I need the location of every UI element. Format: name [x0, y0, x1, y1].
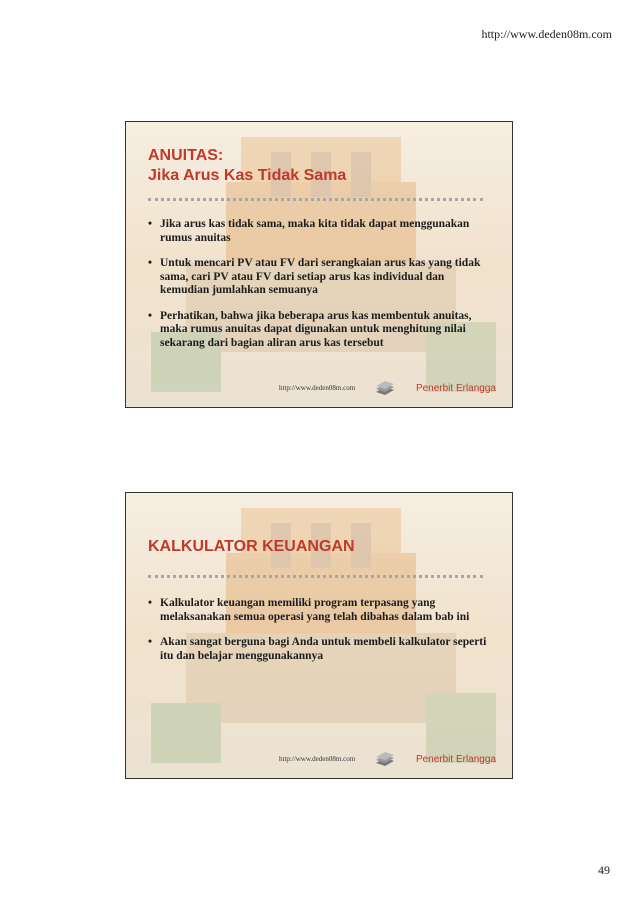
- footer-url: http://www.deden08m.com: [279, 384, 356, 392]
- bullet-text: Perhatikan, bahwa jika beberapa arus kas membentuk anuitas, maka rumus anuitas dapat digunakan untuk menghitung nilai sekarang dari bagian aliran arus kas tersebut: [160, 309, 472, 349]
- bullet-list: [148, 218, 488, 362]
- page-number: 49: [598, 863, 610, 877]
- list-item: [148, 257, 488, 298]
- bullet-text: Kalkulator keuangan memiliki program terpasang yang melaksanakan semua operasi yang telah dibahas dalam bab ini: [160, 597, 470, 623]
- slide-anuitas: [125, 121, 513, 408]
- books-icon: [374, 752, 396, 768]
- list-item: [148, 636, 488, 663]
- publisher-name: Penerbit Erlangga: [415, 383, 496, 394]
- bullet-dot: •: [148, 597, 153, 609]
- bullet-dot: •: [148, 218, 153, 230]
- slide-title-line-1: ANUITAS:: [148, 147, 224, 164]
- slide-title: [148, 537, 355, 557]
- header-url: http://www.deden08m.com: [481, 27, 612, 41]
- slide-footer: [126, 752, 512, 768]
- list-item: [148, 218, 488, 245]
- list-item: [148, 310, 488, 351]
- publisher-name: Penerbit Erlangga: [415, 754, 496, 765]
- slide-title: [148, 146, 346, 186]
- bullet-text: Untuk mencari PV atau FV dari serangkaian arus kas yang tidak sama, cari PV atau FV dari setiap arus kas individual dan kemudian jumlahkan semuanya: [160, 257, 481, 296]
- bullet-dot: •: [148, 309, 153, 322]
- slide-title-line-2: Jika Arus Kas Tidak Sama: [148, 167, 347, 184]
- bullet-text: Jika arus kas tidak sama, maka kita tidak dapat menggunakan rumus anuitas: [160, 218, 470, 244]
- bullet-text: Akan sangat berguna bagi Anda untuk membeli kalkulator seperti itu dan belajar menggunakannya: [160, 636, 487, 662]
- list-item: [148, 597, 488, 624]
- dotted-divider: [148, 198, 483, 201]
- books-icon: [374, 381, 396, 397]
- slide-kalkulator-keuangan: [125, 492, 513, 779]
- bullet-dot: •: [148, 636, 153, 648]
- bullet-list: [148, 597, 488, 675]
- bullet-dot: •: [148, 257, 153, 269]
- dotted-divider: [148, 575, 483, 578]
- footer-url: http://www.deden08m.com: [279, 755, 356, 763]
- slide-title-line-1: KALKULATOR KEUANGAN: [148, 538, 355, 555]
- slide-footer: [126, 381, 512, 397]
